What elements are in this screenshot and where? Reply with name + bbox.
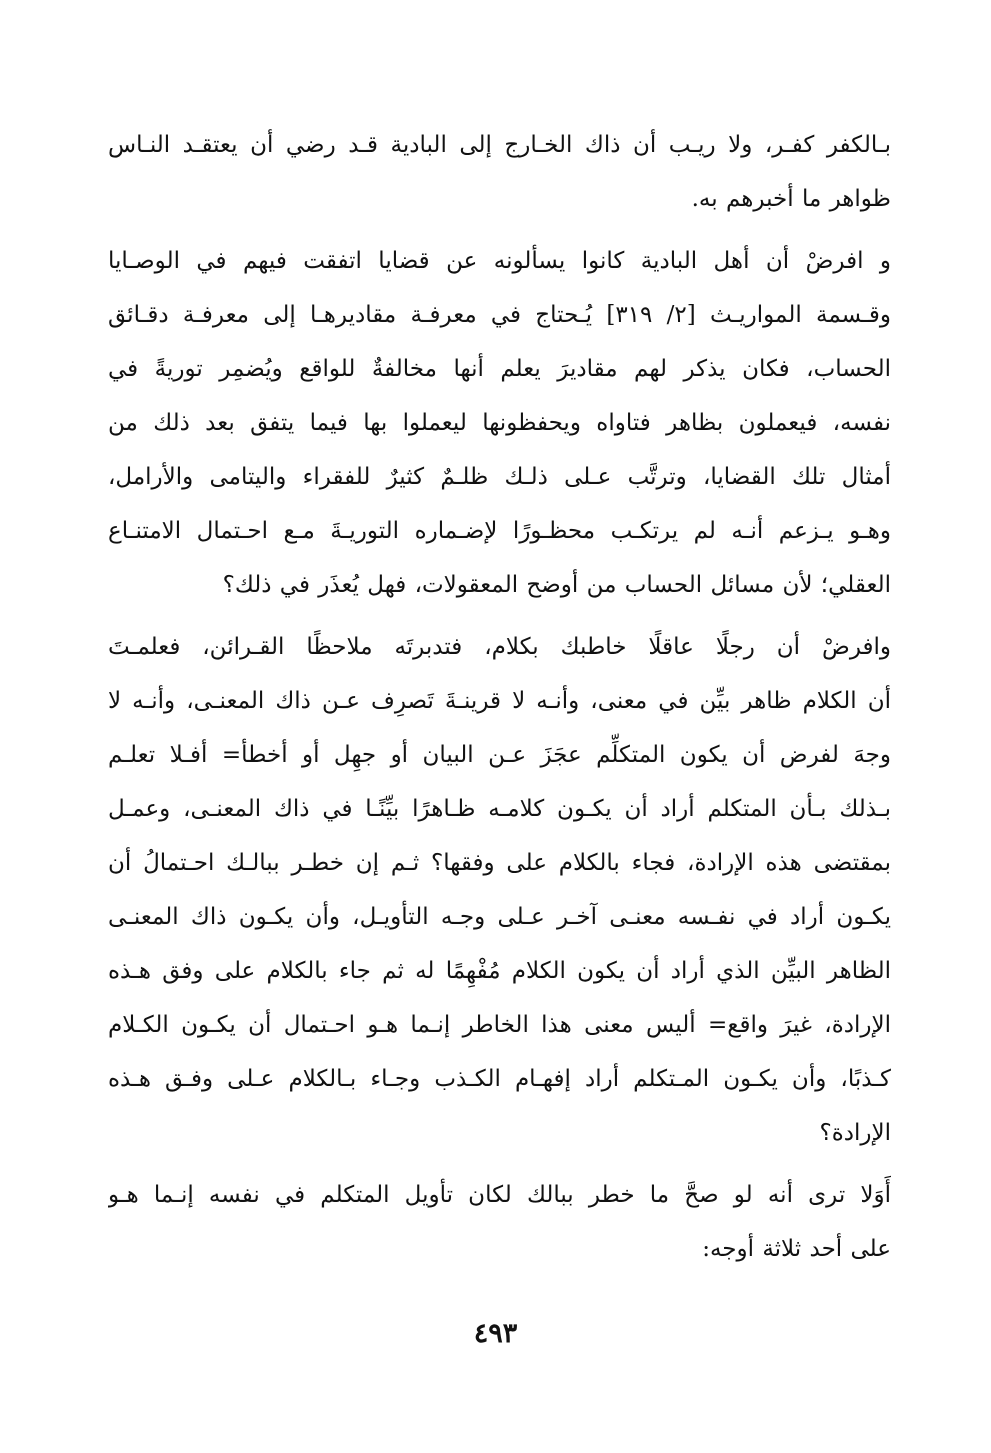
text-line: وهـو يـزعم أنـه لم يرتكـب محظـورًا لإضـماره التوريـةَ مـع احـتمال الامتنـاع: [108, 518, 891, 544]
paragraph-4: [108, 1168, 891, 1276]
text-line: الإرادة، غيرَ واقع= أليس معنى هذا الخاطر إنـما هـو احـتمال أن يكـون الكـلام: [108, 1012, 891, 1038]
text-line: على أحد ثلاثة أوجه:: [702, 1236, 891, 1262]
text-line: الحساب، فكان يذكر لهم مقاديرَ يعلم أنها مخالفةٌ للواقع ويُضمِر توريةً في: [108, 356, 891, 382]
text-line: بـذلك بـأن المتكلم أراد أن يكـون كلامـه ظـاهرًا بيِّنًـا في ذاك المعنـى، وعمـل: [108, 796, 891, 822]
paragraph-2: [108, 234, 891, 612]
page-body: [108, 118, 891, 1284]
text-line: الإرادة؟: [819, 1120, 891, 1146]
text-line: يكـون أراد في نفـسه معنـى آخـر عـلى وجـه التأويـل، وأن يكـون ذاك المعنـى: [108, 904, 891, 930]
text-line: أمثال تلك القضايا، وترتَّب عـلى ذلـك ظلـمٌ كثيرٌ للفقراء واليتامى والأرامل،: [108, 464, 891, 490]
paragraph-1: [108, 118, 891, 226]
text-line: وقـسمة المواريـث [٢/ ٣١٩] يُـحتاج في معرفـة مقاديرهـا إلى معرفـة دقـائق: [108, 302, 891, 328]
text-line: الظاهر البيِّن الذي أراد أن يكون الكلام مُفْهِمًا له ثم جاء بالكلام على وفق هـذه: [108, 958, 891, 984]
text-line: و افرضْ أن أهل البادية كانوا يسألونه عن قضايا اتفقت فيهم في الوصـايا: [108, 248, 891, 274]
text-line: ظواهر ما أخبرهم به.: [691, 186, 891, 212]
text-line: وافرضْ أن رجلًا عاقلًا خاطبك بكلام، فتدبرتَه ملاحظًا القـرائن، فعلمـتَ: [108, 634, 891, 660]
text-line: نفسه، فيعملون بظاهر فتاواه ويحفظونها ليعملوا بها فيما يتفق بعد ذلك من: [108, 410, 891, 436]
text-line: أن الكلام ظاهر بيِّن في معنى، وأنـه لا قرينـةَ تَصرِف عـن ذاك المعنـى، وأنـه لا: [108, 688, 891, 714]
text-line: بـالكفر كفـر، ولا ريـب أن ذاك الخـارج إلى البادية قـد رضي أن يعتقـد النـاس: [108, 132, 891, 158]
text-line: بمقتضى هذه الإرادة، فجاء بالكلام على وفقها؟ ثـم إن خطـر ببالـك احـتمالُ أن: [108, 850, 891, 876]
text-line: كـذبًا، وأن يكـون المـتكلم أراد إفهـام الكـذب وجـاء بـالكلام عـلى وفـق هـذه: [108, 1066, 891, 1092]
text-line: أَوَلا ترى أنه لو صحَّ ما خطر ببالك لكان تأويل المتكلم في نفسه إنـما هـو: [108, 1182, 891, 1208]
paragraph-3: [108, 620, 891, 1160]
page-number: ٤٩٣: [473, 1318, 518, 1349]
text-line: وجهَ لفرض أن يكون المتكلِّم عجَزَ عـن البيان أو جهِل أو أخطأ= أفـلا تعلـم: [108, 742, 891, 768]
text-line: العقلي؛ لأن مسائل الحساب من أوضح المعقولات، فهل يُعذَر في ذلك؟: [222, 572, 891, 598]
